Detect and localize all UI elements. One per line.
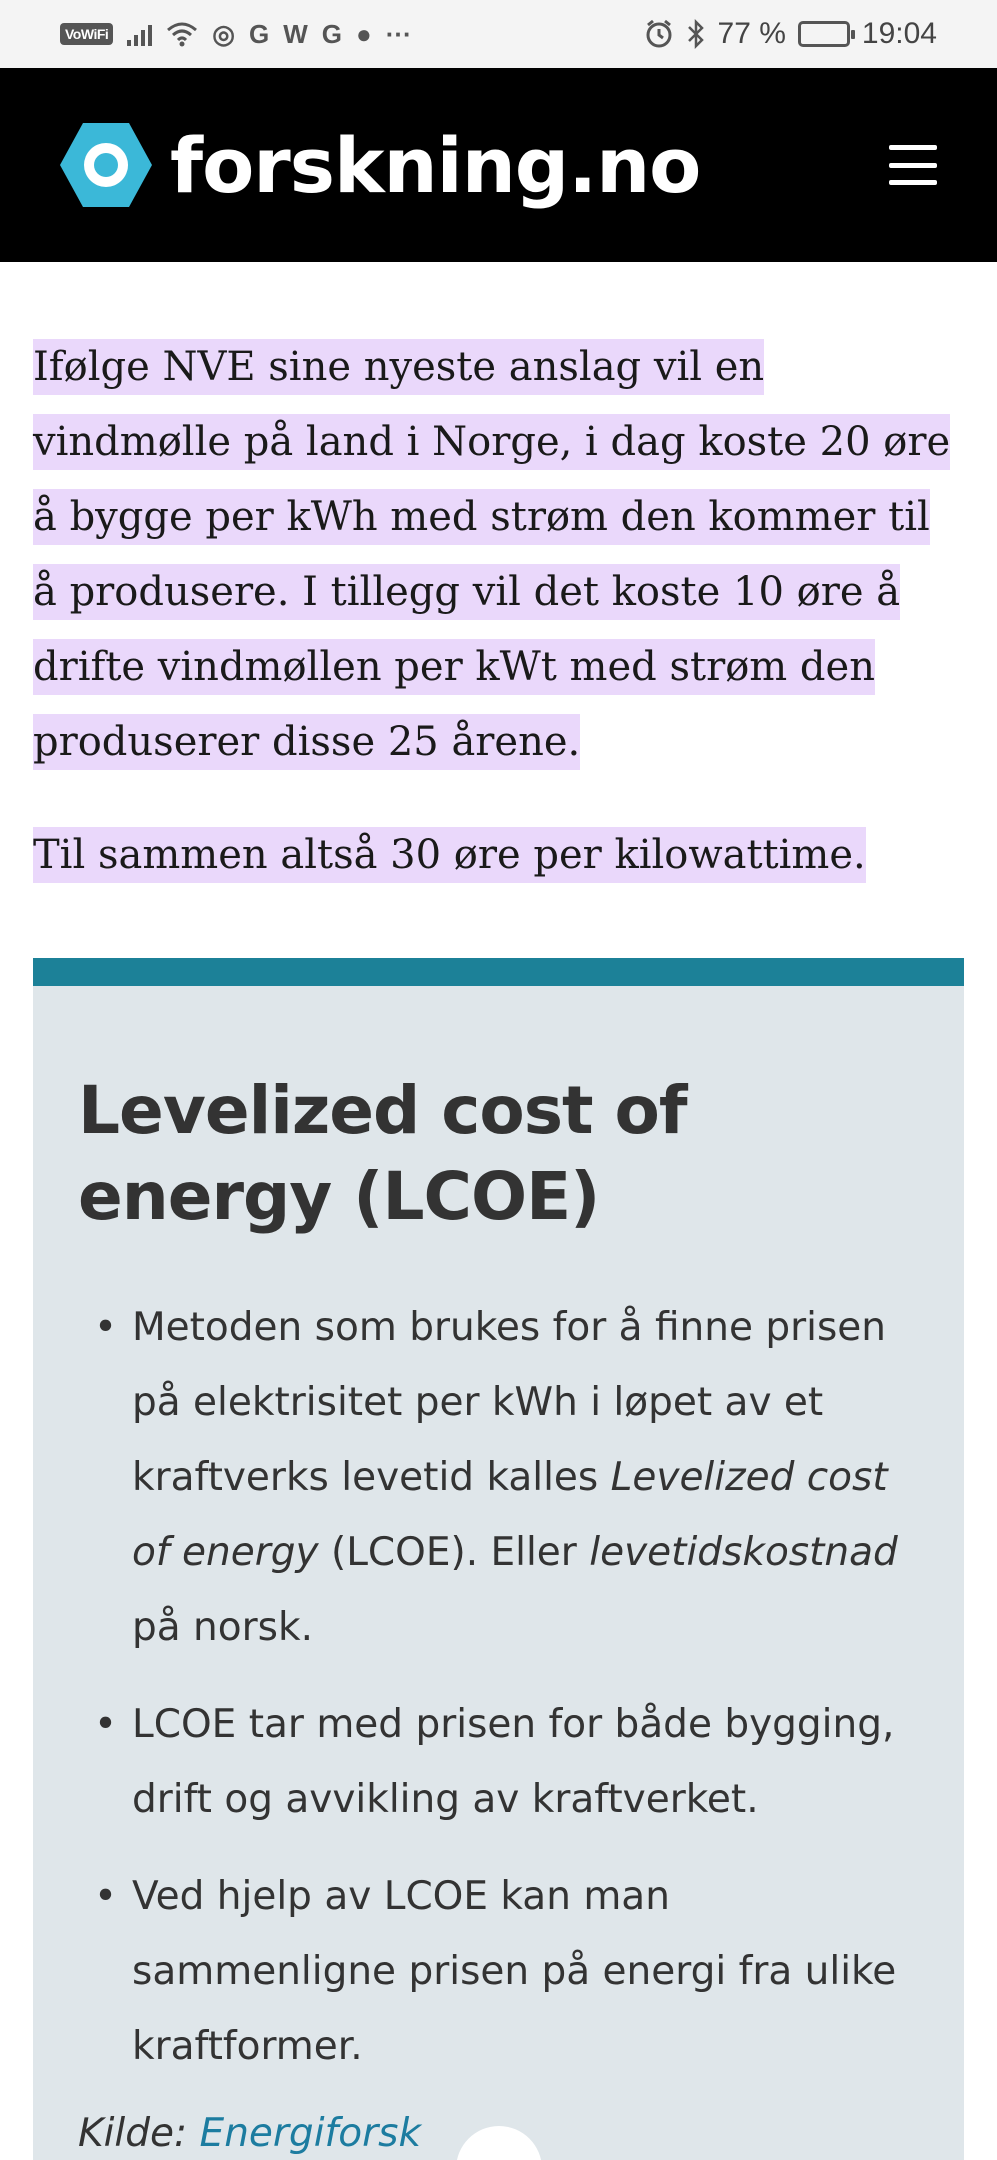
fact-box-list — [33, 1240, 964, 2084]
status-bar — [0, 0, 997, 68]
fact-box-title: Levelized cost of energy (LCOE) — [78, 1072, 687, 1235]
article-paragraph — [33, 330, 963, 780]
status-left — [60, 19, 412, 50]
w-app-icon: W — [283, 18, 308, 49]
signal-icon — [127, 22, 152, 46]
bullet-emphasis: levetidskostnad — [589, 1530, 898, 1575]
highlighted-text: Til sammen altså 30 øre per kilowattime. — [33, 827, 866, 883]
google-icon: G — [248, 18, 270, 49]
list-item — [78, 1290, 924, 1665]
bullet-text: Metoden som brukes for å finne prisen på elektrisitet per kWh i løpet av et kraftverks levetid kalles — [132, 1305, 887, 1500]
article-paragraph — [33, 818, 963, 893]
chat-icon: ● — [355, 18, 372, 49]
wifi-icon — [166, 21, 198, 47]
bluetooth-icon — [686, 19, 706, 49]
article-body — [33, 330, 963, 931]
source-label: Kilde: — [78, 2111, 200, 2156]
brand-name[interactable]: forskning.no — [170, 120, 701, 210]
list-item: • Ved hjelp av LCOE kan man sammenligne prisen på energi fra ulike kraftformer. — [78, 1859, 924, 2084]
list-item: • LCOE tar med prisen for både bygging, drift og avvikling av kraftverket. — [78, 1687, 924, 1837]
battery-percent: 77 % — [717, 17, 786, 50]
forskning-logo-icon[interactable] — [60, 119, 152, 211]
vowifi-badge: VoWiFi — [60, 23, 113, 45]
site-header — [0, 68, 997, 262]
clock: 19:04 — [861, 17, 937, 50]
source-link[interactable]: Energiforsk — [199, 2111, 422, 2156]
fact-box — [33, 958, 964, 2160]
bullet-text: (LCOE). Eller — [318, 1530, 590, 1575]
status-right — [644, 17, 937, 51]
google-icon-2: G — [321, 18, 342, 49]
instagram-icon: ◎ — [212, 18, 235, 49]
highlighted-text: Ifølge NVE sine nyeste anslag vil en vindmølle på land i Norge, i dag koste 20 øre å bygge per kWh med strøm den kommer til å produsere. I tillegg vil det koste 10 øre å drifte vindmøllen per kWt med strøm den produserer disse 25 årene. — [33, 339, 950, 770]
alarm-icon — [644, 19, 674, 49]
more-notifications-icon: ··· — [385, 18, 412, 49]
hamburger-menu-icon[interactable] — [889, 145, 937, 185]
bullet-emphasis: Levelized cost of energy — [132, 1455, 888, 1575]
bullet-text: på norsk. — [132, 1605, 313, 1650]
battery-icon — [798, 21, 850, 47]
